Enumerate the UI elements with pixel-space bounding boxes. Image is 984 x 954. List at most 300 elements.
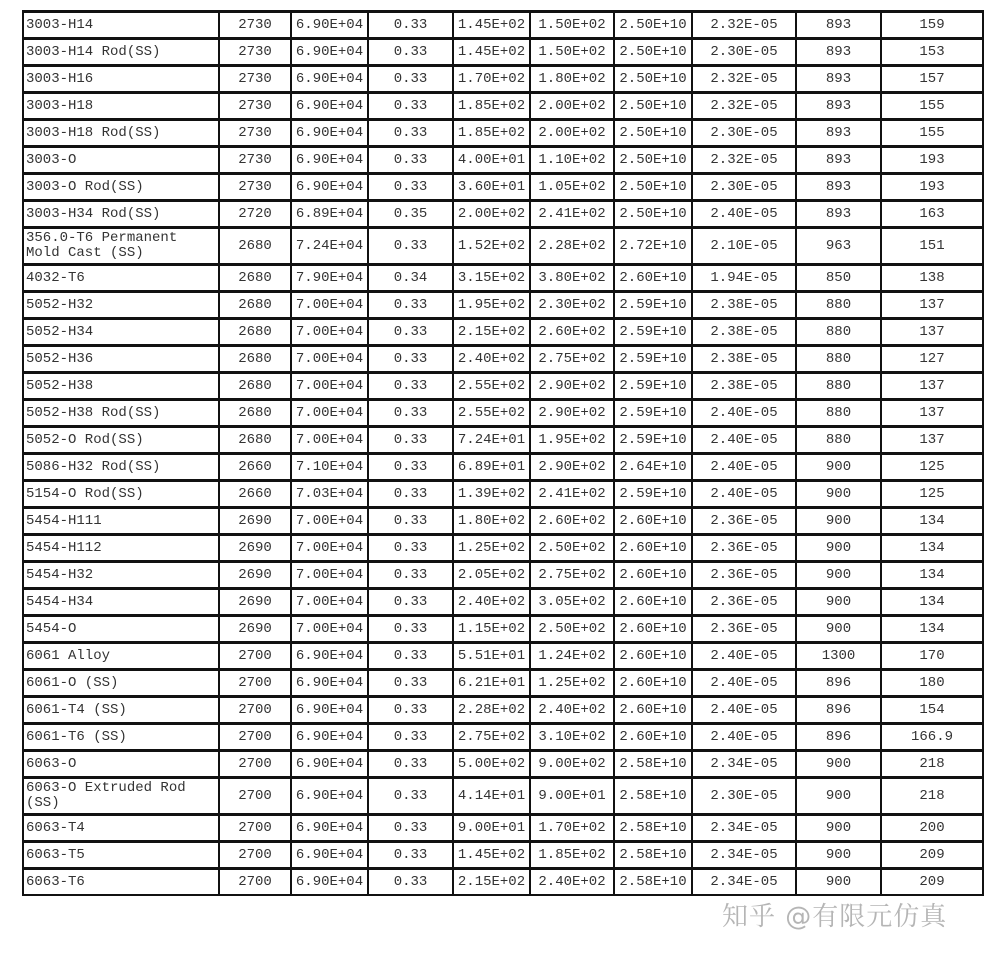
table-row <box>23 174 983 201</box>
thermal-expansion-cell: 2.32E-05 <box>692 93 796 120</box>
specific-heat-cell: 893 <box>796 93 881 120</box>
specific-heat-cell: 896 <box>796 724 881 751</box>
elastic-modulus-cell: 6.90E+04 <box>291 697 368 724</box>
poisson-ratio-cell: 0.33 <box>368 724 453 751</box>
density-cell: 2660 <box>219 454 291 481</box>
shear-modulus-cell: 2.59E+10 <box>614 427 692 454</box>
table-row <box>23 454 983 481</box>
density-cell: 2690 <box>219 535 291 562</box>
material-name-cell: 5454-H34 <box>23 589 219 616</box>
material-name-cell: 5052-H38 Rod(SS) <box>23 400 219 427</box>
specific-heat-cell: 896 <box>796 697 881 724</box>
shear-modulus-cell: 2.59E+10 <box>614 292 692 319</box>
poisson-ratio-cell: 0.33 <box>368 93 453 120</box>
yield-strength-cell: 2.55E+02 <box>453 400 530 427</box>
poisson-ratio-cell: 0.33 <box>368 373 453 400</box>
tensile-strength-cell: 1.10E+02 <box>530 147 614 174</box>
poisson-ratio-cell: 0.33 <box>368 400 453 427</box>
yield-strength-cell: 7.24E+01 <box>453 427 530 454</box>
thermal-conductivity-cell: 125 <box>881 481 983 508</box>
elastic-modulus-cell: 7.00E+04 <box>291 400 368 427</box>
table-row <box>23 697 983 724</box>
thermal-expansion-cell: 2.10E-05 <box>692 228 796 265</box>
specific-heat-cell: 893 <box>796 201 881 228</box>
thermal-conductivity-cell: 125 <box>881 454 983 481</box>
table-row <box>23 751 983 778</box>
density-cell: 2730 <box>219 120 291 147</box>
elastic-modulus-cell: 6.90E+04 <box>291 842 368 869</box>
shear-modulus-cell: 2.50E+10 <box>614 201 692 228</box>
table-row <box>23 778 983 815</box>
density-cell: 2680 <box>219 265 291 292</box>
thermal-conductivity-cell: 138 <box>881 265 983 292</box>
thermal-conductivity-cell: 218 <box>881 751 983 778</box>
thermal-conductivity-cell: 134 <box>881 535 983 562</box>
tensile-strength-cell: 2.00E+02 <box>530 120 614 147</box>
density-cell: 2730 <box>219 93 291 120</box>
yield-strength-cell: 2.40E+02 <box>453 589 530 616</box>
yield-strength-cell: 1.80E+02 <box>453 508 530 535</box>
density-cell: 2730 <box>219 66 291 93</box>
material-name-cell: 6061-O (SS) <box>23 670 219 697</box>
thermal-conductivity-cell: 170 <box>881 643 983 670</box>
table-row <box>23 589 983 616</box>
density-cell: 2700 <box>219 778 291 815</box>
thermal-conductivity-cell: 127 <box>881 346 983 373</box>
thermal-conductivity-cell: 163 <box>881 201 983 228</box>
tensile-strength-cell: 2.60E+02 <box>530 319 614 346</box>
specific-heat-cell: 900 <box>796 869 881 896</box>
tensile-strength-cell: 9.00E+02 <box>530 751 614 778</box>
density-cell: 2680 <box>219 427 291 454</box>
table-row <box>23 120 983 147</box>
elastic-modulus-cell: 6.90E+04 <box>291 174 368 201</box>
specific-heat-cell: 900 <box>796 616 881 643</box>
tensile-strength-cell: 1.85E+02 <box>530 842 614 869</box>
thermal-expansion-cell: 2.36E-05 <box>692 562 796 589</box>
specific-heat-cell: 963 <box>796 228 881 265</box>
material-name-cell: 3003-O Rod(SS) <box>23 174 219 201</box>
yield-strength-cell: 2.55E+02 <box>453 373 530 400</box>
thermal-expansion-cell: 2.30E-05 <box>692 39 796 66</box>
specific-heat-cell: 900 <box>796 562 881 589</box>
yield-strength-cell: 6.21E+01 <box>453 670 530 697</box>
density-cell: 2680 <box>219 228 291 265</box>
material-name-cell: 6063-T5 <box>23 842 219 869</box>
material-name-cell: 3003-H18 <box>23 93 219 120</box>
tensile-strength-cell: 2.41E+02 <box>530 201 614 228</box>
thermal-expansion-cell: 2.40E-05 <box>692 697 796 724</box>
thermal-conductivity-cell: 180 <box>881 670 983 697</box>
specific-heat-cell: 900 <box>796 508 881 535</box>
tensile-strength-cell: 3.10E+02 <box>530 724 614 751</box>
yield-strength-cell: 2.05E+02 <box>453 562 530 589</box>
elastic-modulus-cell: 7.03E+04 <box>291 481 368 508</box>
thermal-expansion-cell: 2.34E-05 <box>692 842 796 869</box>
poisson-ratio-cell: 0.33 <box>368 815 453 842</box>
table-row <box>23 39 983 66</box>
table-row <box>23 319 983 346</box>
thermal-expansion-cell: 2.38E-05 <box>692 292 796 319</box>
shear-modulus-cell: 2.50E+10 <box>614 120 692 147</box>
table-row <box>23 12 983 39</box>
density-cell: 2700 <box>219 751 291 778</box>
shear-modulus-cell: 2.60E+10 <box>614 616 692 643</box>
table-row <box>23 400 983 427</box>
yield-strength-cell: 4.00E+01 <box>453 147 530 174</box>
density-cell: 2680 <box>219 373 291 400</box>
yield-strength-cell: 2.28E+02 <box>453 697 530 724</box>
thermal-expansion-cell: 2.32E-05 <box>692 12 796 39</box>
thermal-conductivity-cell: 153 <box>881 39 983 66</box>
tensile-strength-cell: 2.50E+02 <box>530 616 614 643</box>
thermal-conductivity-cell: 137 <box>881 292 983 319</box>
yield-strength-cell: 1.45E+02 <box>453 842 530 869</box>
table-row <box>23 842 983 869</box>
thermal-expansion-cell: 2.30E-05 <box>692 120 796 147</box>
thermal-conductivity-cell: 134 <box>881 616 983 643</box>
tensile-strength-cell: 1.70E+02 <box>530 815 614 842</box>
yield-strength-cell: 1.45E+02 <box>453 12 530 39</box>
density-cell: 2690 <box>219 616 291 643</box>
shear-modulus-cell: 2.60E+10 <box>614 535 692 562</box>
tensile-strength-cell: 1.50E+02 <box>530 39 614 66</box>
density-cell: 2730 <box>219 174 291 201</box>
tensile-strength-cell: 9.00E+01 <box>530 778 614 815</box>
elastic-modulus-cell: 6.90E+04 <box>291 66 368 93</box>
material-name-cell: 3003-H34 Rod(SS) <box>23 201 219 228</box>
table-row <box>23 481 983 508</box>
elastic-modulus-cell: 6.90E+04 <box>291 147 368 174</box>
material-name-cell: 5052-H32 <box>23 292 219 319</box>
shear-modulus-cell: 2.60E+10 <box>614 697 692 724</box>
material-name-cell: 5454-H111 <box>23 508 219 535</box>
tensile-strength-cell: 2.41E+02 <box>530 481 614 508</box>
thermal-conductivity-cell: 193 <box>881 174 983 201</box>
shear-modulus-cell: 2.50E+10 <box>614 12 692 39</box>
yield-strength-cell: 1.85E+02 <box>453 120 530 147</box>
tensile-strength-cell: 2.30E+02 <box>530 292 614 319</box>
thermal-conductivity-cell: 155 <box>881 93 983 120</box>
specific-heat-cell: 880 <box>796 427 881 454</box>
elastic-modulus-cell: 6.90E+04 <box>291 93 368 120</box>
density-cell: 2690 <box>219 589 291 616</box>
table-row <box>23 724 983 751</box>
specific-heat-cell: 880 <box>796 373 881 400</box>
poisson-ratio-cell: 0.33 <box>368 616 453 643</box>
elastic-modulus-cell: 6.89E+04 <box>291 201 368 228</box>
specific-heat-cell: 900 <box>796 842 881 869</box>
thermal-conductivity-cell: 137 <box>881 400 983 427</box>
tensile-strength-cell: 1.80E+02 <box>530 66 614 93</box>
shear-modulus-cell: 2.64E+10 <box>614 454 692 481</box>
shear-modulus-cell: 2.59E+10 <box>614 373 692 400</box>
tensile-strength-cell: 2.00E+02 <box>530 93 614 120</box>
table-row <box>23 643 983 670</box>
material-name-cell: 3003-H14 Rod(SS) <box>23 39 219 66</box>
shear-modulus-cell: 2.50E+10 <box>614 66 692 93</box>
elastic-modulus-cell: 7.24E+04 <box>291 228 368 265</box>
elastic-modulus-cell: 7.00E+04 <box>291 562 368 589</box>
poisson-ratio-cell: 0.33 <box>368 751 453 778</box>
specific-heat-cell: 880 <box>796 346 881 373</box>
poisson-ratio-cell: 0.33 <box>368 535 453 562</box>
yield-strength-cell: 3.15E+02 <box>453 265 530 292</box>
material-name-cell: 6061-T4 (SS) <box>23 697 219 724</box>
specific-heat-cell: 893 <box>796 39 881 66</box>
elastic-modulus-cell: 7.00E+04 <box>291 616 368 643</box>
poisson-ratio-cell: 0.33 <box>368 39 453 66</box>
thermal-expansion-cell: 2.40E-05 <box>692 670 796 697</box>
material-name-cell: 3003-O <box>23 147 219 174</box>
thermal-expansion-cell: 2.32E-05 <box>692 66 796 93</box>
yield-strength-cell: 6.89E+01 <box>453 454 530 481</box>
thermal-conductivity-cell: 134 <box>881 562 983 589</box>
thermal-conductivity-cell: 166.9 <box>881 724 983 751</box>
poisson-ratio-cell: 0.33 <box>368 147 453 174</box>
specific-heat-cell: 900 <box>796 589 881 616</box>
tensile-strength-cell: 3.80E+02 <box>530 265 614 292</box>
poisson-ratio-cell: 0.33 <box>368 697 453 724</box>
thermal-conductivity-cell: 159 <box>881 12 983 39</box>
thermal-expansion-cell: 1.94E-05 <box>692 265 796 292</box>
poisson-ratio-cell: 0.34 <box>368 265 453 292</box>
density-cell: 2730 <box>219 147 291 174</box>
watermark: 知乎 @有限元仿真 <box>722 902 948 932</box>
specific-heat-cell: 893 <box>796 174 881 201</box>
table-row <box>23 265 983 292</box>
table-row <box>23 535 983 562</box>
material-properties-table <box>22 10 984 896</box>
material-name-cell: 4032-T6 <box>23 265 219 292</box>
density-cell: 2700 <box>219 842 291 869</box>
thermal-expansion-cell: 2.32E-05 <box>692 147 796 174</box>
shear-modulus-cell: 2.59E+10 <box>614 400 692 427</box>
poisson-ratio-cell: 0.33 <box>368 120 453 147</box>
density-cell: 2660 <box>219 481 291 508</box>
elastic-modulus-cell: 6.90E+04 <box>291 670 368 697</box>
density-cell: 2730 <box>219 39 291 66</box>
shear-modulus-cell: 2.60E+10 <box>614 589 692 616</box>
thermal-expansion-cell: 2.38E-05 <box>692 373 796 400</box>
shear-modulus-cell: 2.58E+10 <box>614 842 692 869</box>
specific-heat-cell: 893 <box>796 120 881 147</box>
thermal-conductivity-cell: 151 <box>881 228 983 265</box>
material-name-cell: 6063-T6 <box>23 869 219 896</box>
table-row <box>23 670 983 697</box>
elastic-modulus-cell: 6.90E+04 <box>291 724 368 751</box>
table-row <box>23 616 983 643</box>
material-name-cell: 5454-O <box>23 616 219 643</box>
table-row <box>23 147 983 174</box>
yield-strength-cell: 2.00E+02 <box>453 201 530 228</box>
poisson-ratio-cell: 0.33 <box>368 454 453 481</box>
thermal-conductivity-cell: 157 <box>881 66 983 93</box>
specific-heat-cell: 900 <box>796 454 881 481</box>
yield-strength-cell: 5.51E+01 <box>453 643 530 670</box>
table-row <box>23 201 983 228</box>
specific-heat-cell: 900 <box>796 778 881 815</box>
shear-modulus-cell: 2.72E+10 <box>614 228 692 265</box>
shear-modulus-cell: 2.58E+10 <box>614 815 692 842</box>
poisson-ratio-cell: 0.33 <box>368 319 453 346</box>
material-name-cell: 356.0-T6 Permanent Mold Cast (SS) <box>23 228 219 265</box>
yield-strength-cell: 1.85E+02 <box>453 93 530 120</box>
elastic-modulus-cell: 7.00E+04 <box>291 319 368 346</box>
table-row <box>23 292 983 319</box>
shear-modulus-cell: 2.50E+10 <box>614 39 692 66</box>
elastic-modulus-cell: 6.90E+04 <box>291 120 368 147</box>
material-name-cell: 3003-H18 Rod(SS) <box>23 120 219 147</box>
material-name-cell: 5052-O Rod(SS) <box>23 427 219 454</box>
tensile-strength-cell: 2.60E+02 <box>530 508 614 535</box>
elastic-modulus-cell: 6.90E+04 <box>291 815 368 842</box>
table-row <box>23 93 983 120</box>
yield-strength-cell: 1.95E+02 <box>453 292 530 319</box>
tensile-strength-cell: 2.40E+02 <box>530 869 614 896</box>
elastic-modulus-cell: 7.00E+04 <box>291 508 368 535</box>
specific-heat-cell: 900 <box>796 535 881 562</box>
tensile-strength-cell: 1.50E+02 <box>530 12 614 39</box>
shear-modulus-cell: 2.60E+10 <box>614 643 692 670</box>
specific-heat-cell: 880 <box>796 292 881 319</box>
table-row <box>23 815 983 842</box>
specific-heat-cell: 1300 <box>796 643 881 670</box>
material-name-cell: 5454-H32 <box>23 562 219 589</box>
density-cell: 2680 <box>219 400 291 427</box>
specific-heat-cell: 880 <box>796 319 881 346</box>
shear-modulus-cell: 2.50E+10 <box>614 147 692 174</box>
table-row <box>23 66 983 93</box>
elastic-modulus-cell: 7.10E+04 <box>291 454 368 481</box>
shear-modulus-cell: 2.58E+10 <box>614 751 692 778</box>
tensile-strength-cell: 2.75E+02 <box>530 562 614 589</box>
material-name-cell: 6061-T6 (SS) <box>23 724 219 751</box>
density-cell: 2730 <box>219 12 291 39</box>
density-cell: 2720 <box>219 201 291 228</box>
thermal-expansion-cell: 2.38E-05 <box>692 346 796 373</box>
thermal-expansion-cell: 2.40E-05 <box>692 643 796 670</box>
shear-modulus-cell: 2.60E+10 <box>614 724 692 751</box>
specific-heat-cell: 880 <box>796 400 881 427</box>
elastic-modulus-cell: 7.00E+04 <box>291 427 368 454</box>
tensile-strength-cell: 2.28E+02 <box>530 228 614 265</box>
specific-heat-cell: 893 <box>796 12 881 39</box>
poisson-ratio-cell: 0.33 <box>368 842 453 869</box>
elastic-modulus-cell: 7.90E+04 <box>291 265 368 292</box>
density-cell: 2680 <box>219 346 291 373</box>
shear-modulus-cell: 2.58E+10 <box>614 778 692 815</box>
density-cell: 2690 <box>219 562 291 589</box>
thermal-conductivity-cell: 200 <box>881 815 983 842</box>
shear-modulus-cell: 2.60E+10 <box>614 670 692 697</box>
yield-strength-cell: 2.75E+02 <box>453 724 530 751</box>
table-row <box>23 346 983 373</box>
yield-strength-cell: 2.15E+02 <box>453 869 530 896</box>
thermal-expansion-cell: 2.40E-05 <box>692 454 796 481</box>
thermal-conductivity-cell: 155 <box>881 120 983 147</box>
shear-modulus-cell: 2.59E+10 <box>614 346 692 373</box>
thermal-expansion-cell: 2.40E-05 <box>692 427 796 454</box>
shear-modulus-cell: 2.50E+10 <box>614 174 692 201</box>
thermal-expansion-cell: 2.36E-05 <box>692 589 796 616</box>
material-name-cell: 6061 Alloy <box>23 643 219 670</box>
poisson-ratio-cell: 0.33 <box>368 643 453 670</box>
material-name-cell: 5052-H36 <box>23 346 219 373</box>
thermal-expansion-cell: 2.40E-05 <box>692 481 796 508</box>
tensile-strength-cell: 2.75E+02 <box>530 346 614 373</box>
poisson-ratio-cell: 0.33 <box>368 66 453 93</box>
shear-modulus-cell: 2.60E+10 <box>614 508 692 535</box>
thermal-expansion-cell: 2.36E-05 <box>692 535 796 562</box>
thermal-expansion-cell: 2.34E-05 <box>692 751 796 778</box>
yield-strength-cell: 5.00E+02 <box>453 751 530 778</box>
density-cell: 2700 <box>219 815 291 842</box>
thermal-conductivity-cell: 209 <box>881 842 983 869</box>
yield-strength-cell: 1.52E+02 <box>453 228 530 265</box>
tensile-strength-cell: 1.25E+02 <box>530 670 614 697</box>
yield-strength-cell: 1.45E+02 <box>453 39 530 66</box>
specific-heat-cell: 896 <box>796 670 881 697</box>
poisson-ratio-cell: 0.33 <box>368 292 453 319</box>
elastic-modulus-cell: 7.00E+04 <box>291 292 368 319</box>
elastic-modulus-cell: 6.90E+04 <box>291 869 368 896</box>
material-name-cell: 5052-H38 <box>23 373 219 400</box>
tensile-strength-cell: 2.90E+02 <box>530 400 614 427</box>
material-name-cell: 3003-H14 <box>23 12 219 39</box>
density-cell: 2700 <box>219 670 291 697</box>
thermal-conductivity-cell: 154 <box>881 697 983 724</box>
density-cell: 2700 <box>219 643 291 670</box>
thermal-expansion-cell: 2.30E-05 <box>692 174 796 201</box>
material-name-cell: 6063-O <box>23 751 219 778</box>
table-row <box>23 427 983 454</box>
thermal-conductivity-cell: 209 <box>881 869 983 896</box>
material-name-cell: 5154-O Rod(SS) <box>23 481 219 508</box>
thermal-conductivity-cell: 134 <box>881 589 983 616</box>
density-cell: 2690 <box>219 508 291 535</box>
table-row <box>23 373 983 400</box>
yield-strength-cell: 1.39E+02 <box>453 481 530 508</box>
thermal-conductivity-cell: 218 <box>881 778 983 815</box>
yield-strength-cell: 3.60E+01 <box>453 174 530 201</box>
thermal-expansion-cell: 2.40E-05 <box>692 400 796 427</box>
tensile-strength-cell: 2.90E+02 <box>530 373 614 400</box>
poisson-ratio-cell: 0.33 <box>368 346 453 373</box>
material-name-cell: 6063-T4 <box>23 815 219 842</box>
elastic-modulus-cell: 7.00E+04 <box>291 535 368 562</box>
elastic-modulus-cell: 6.90E+04 <box>291 778 368 815</box>
tensile-strength-cell: 3.05E+02 <box>530 589 614 616</box>
elastic-modulus-cell: 7.00E+04 <box>291 589 368 616</box>
yield-strength-cell: 1.25E+02 <box>453 535 530 562</box>
tensile-strength-cell: 1.24E+02 <box>530 643 614 670</box>
table-row <box>23 869 983 896</box>
poisson-ratio-cell: 0.33 <box>368 481 453 508</box>
yield-strength-cell: 2.40E+02 <box>453 346 530 373</box>
density-cell: 2680 <box>219 319 291 346</box>
shear-modulus-cell: 2.59E+10 <box>614 319 692 346</box>
poisson-ratio-cell: 0.33 <box>368 508 453 535</box>
table-row <box>23 228 983 265</box>
material-name-cell: 3003-H16 <box>23 66 219 93</box>
shear-modulus-cell: 2.60E+10 <box>614 562 692 589</box>
elastic-modulus-cell: 6.90E+04 <box>291 12 368 39</box>
tensile-strength-cell: 2.40E+02 <box>530 697 614 724</box>
thermal-expansion-cell: 2.38E-05 <box>692 319 796 346</box>
thermal-expansion-cell: 2.40E-05 <box>692 201 796 228</box>
tensile-strength-cell: 1.95E+02 <box>530 427 614 454</box>
